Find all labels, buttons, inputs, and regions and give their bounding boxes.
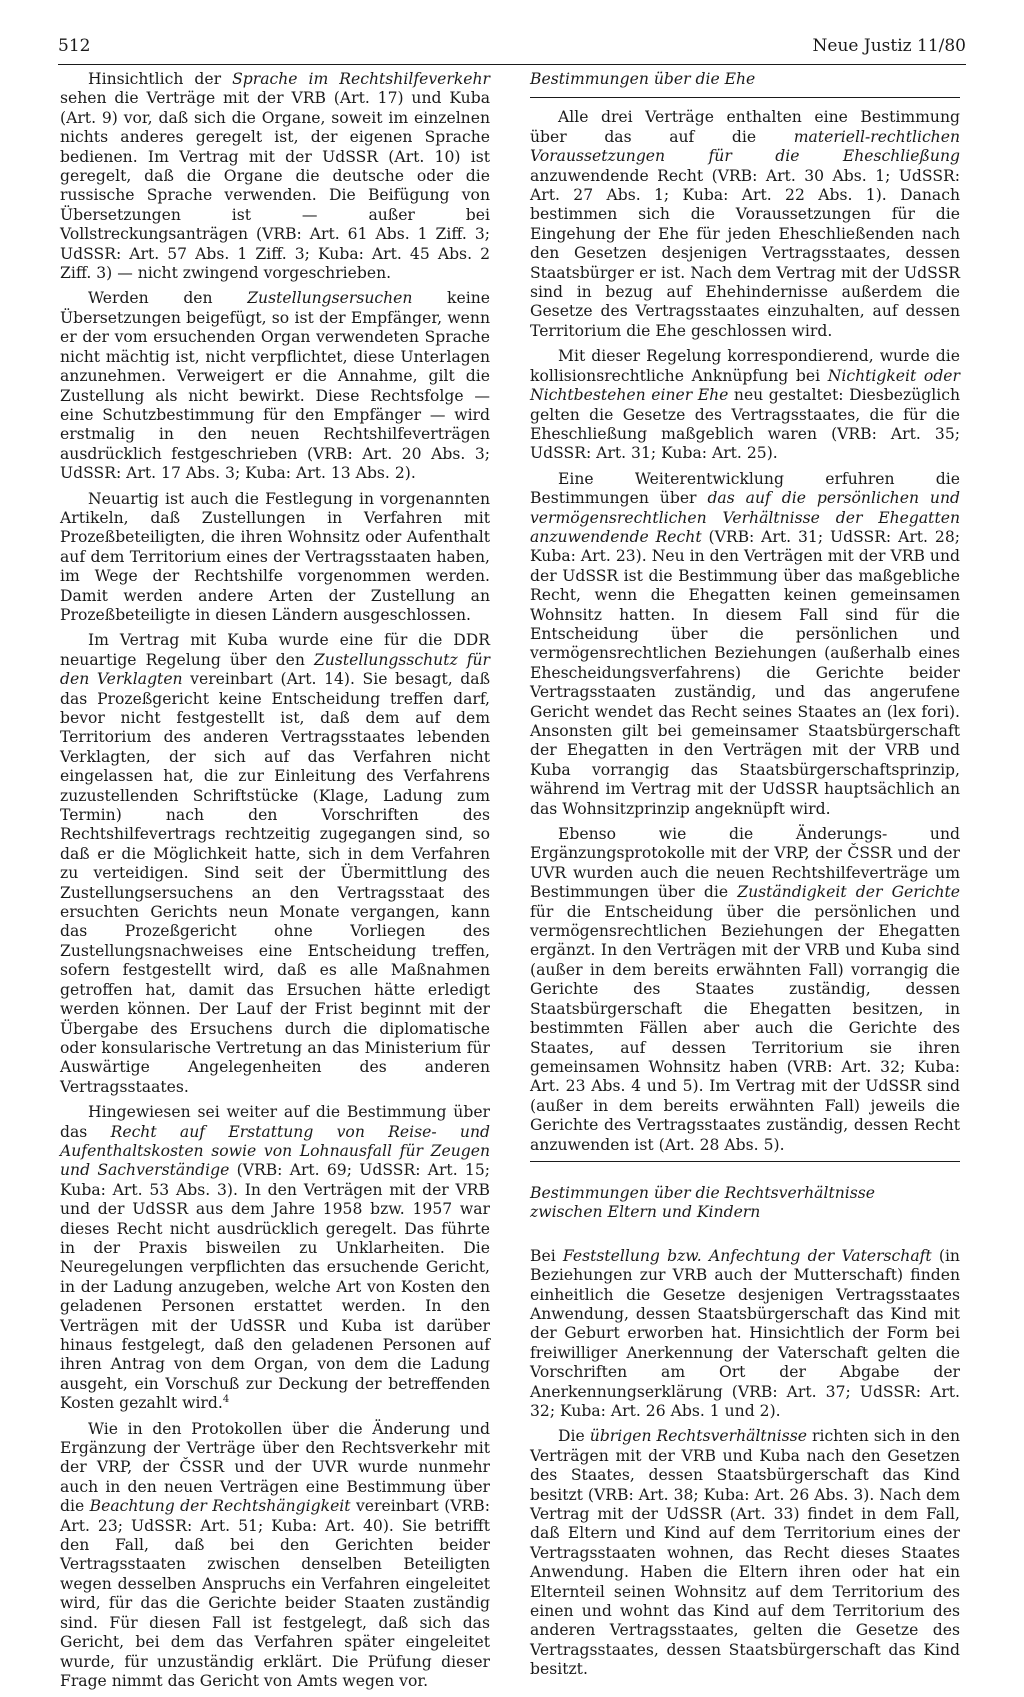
emphasis: Zustellungsschutz für den Verklagten: [60, 650, 491, 689]
paragraph: Hingewiesen sei weiter auf die Bestimmung über das Recht auf Erstattung von Reise- und Aufenthaltskosten sowie von Lohnausfall für Zeugen und Sachverständige (VRB: Art. 69; UdSSR: Art. 15; Kuba: Art. 53 Abs. 3). In den Verträgen mit der VRB und der UdSSR aus dem Jahre 1958 bzw. 1957 war dieses Recht nicht ausdrücklich geregelt. Das führte in der Praxis bisweilen zu Unklarheiten. Die Neuregelungen verpflichten das ersuchende Gericht, in der Ladung anzugeben, welche Art von Kosten den geladenen Personen erstattet werden. In den Verträgen mit der UdSSR und Kuba ist darüber hinaus festgelegt, daß den geladenen Personen auf ihren Antrag von dem Organ, von dem die Ladung ausgeht, ein Vorschuß zur Deckung der betreffenden Kosten gezahlt wird.$^4$: [60, 1103, 491, 1413]
paragraph: Ebenso wie die Änderungs- und Ergänzungsprotokolle mit der VRP, der ČSSR und der UVR wurden auch die neuen Rechtshilfeverträge um Bestimmungen über die Zuständigkeit der Gerichte für die Entscheidung über die persönlichen und vermögensrechtlichen Beziehungen der Ehegatten ergänzt. In den Verträgen mit der VRB und Kuba sind (außer in dem bereits erwähnten Fall) vorrangig die Gerichte des Staates zuständig, dessen Staatsbürgerschaft die Ehegatten besitzen, in bestimmten Fällen aber auch die Gerichte des Staates, auf dessen Territorium sie ihren gemeinsamen Wohnsitz haben (VRB: Art. 32; Kuba: Art. 23 Abs. 4 und 5). Im Vertrag mit der UdSSR sind (außer in dem bereits erwähnten Fall) jeweils die Gerichte des Vertragsstaates zuständig, dessen Recht anzuwenden ist (Art. 28 Abs. 5).: [530, 825, 960, 1154]
page-number: 512: [58, 36, 91, 56]
paragraph: Hinsichtlich der Sprache im Rechtshilfeverkehr sehen die Verträge mit der VRB (Art. 17) und Kuba (Art. 9) vor, daß sich die Organe, soweit im einzelnen nichts anderes geregelt ist, der eigenen Sprache bedienen. Im Vertrag mit der UdSSR (Art. 10) ist geregelt, daß die Organe die deutsche oder die russische Sprache verwenden. Die Beifügung von Übersetzungen ist — außer bei Vollstreckungsanträgen (VRB: Art. 61 Abs. 1 Ziff. 3; UdSSR: Art. 57 Abs. 1 Ziff. 3; Kuba: Art. 45 Abs. 2 Ziff. 3) — nicht zwingend vorgeschrieben.: [60, 70, 490, 283]
header-rule: [58, 64, 966, 65]
paragraph: Werden den Zustellungsersuchen keine Übersetzungen beigefügt, so ist der Empfänger, wenn er der vom ersuchenden Organ verwendeten Sprache nicht mächtig ist, nicht verpflichtet, diese Unterlagen anzunehmen. Verweigert er die Annahme, gilt die Zustellung als nicht bewirkt. Diese Rechtsfolge — eine Schutzbestimmung für den Empfänger — wird erstmalig in den neuen Rechtshilfeverträgen ausdrücklich festgeschrieben (VRB: Art. 20 Abs. 3; UdSSR: Art. 17 Abs. 3; Kuba: Art. 13 Abs. 2).: [60, 289, 490, 483]
emphasis: Zuständigkeit der Gerichte: [737, 883, 960, 902]
right-column: [530, 70, 960, 1686]
emphasis: Nichtigkeit oder Nichtbestehen einer Ehe: [530, 366, 960, 405]
emphasis: das auf die persönlichen und vermögensrechtlichen Verhältnisse der Ehegatten anzuwendende Recht: [530, 489, 960, 546]
paragraph: Neuartig ist auch die Festlegung in vorgenannten Artikeln, daß Zustellungen in Verfahren mit Prozeßbeteiligten, die ihren Wohnsitz oder Aufenthalt auf dem Territorium eines der Vertragsstaaten haben, im Wege der Rechtshilfe vorgenommen werden. Damit werden andere Arten der Zustellung an Prozeßbeteiligte in diesen Ländern ausgeschlossen.: [60, 489, 490, 624]
emphasis: Feststellung bzw. Anfechtung der Vaterschaft: [562, 1246, 932, 1265]
paragraph: Alle drei Verträge enthalten eine Bestimmung über das auf die materiell-rechtlichen Voraussetzungen für die Eheschließung anzuwendende Recht (VRB: Art. 30 Abs. 1; UdSSR: Art. 27 Abs. 1; Kuba: Art. 22 Abs. 1). Danach bestimmen sich die Voraussetzungen für die Eingehung der Ehe für jeden Eheschließenden nach den Gesetzen desjenigen Vertragsstaates, dessen Staatsbürger er ist. Nach dem Vertrag mit der UdSSR sind in bezug auf Ehehindernisse außerdem die Gesetze des Vertragsstaates einzuhalten, auf dessen Territorium die Ehe geschlossen wird.: [530, 108, 960, 340]
page-header: [58, 36, 966, 64]
journal-issue: Neue Justiz 11/80: [812, 36, 966, 56]
paragraph: Bei Feststellung bzw. Anfechtung der Vaterschaft (in Beziehungen zur VRB auch der Mutterschaft) finden einheitlich die Gesetze desjenigen Vertragsstaates Anwendung, dessen Staatsbürgerschaft das Kind mit der Geburt erworben hat. Hinsichtlich der Form bei freiwilliger Anerkennung der Vaterschaft gelten die Vorschriften am Ort der Abgabe der Anerkennungserklärung (VRB: Art. 37; UdSSR: Art. 32; Kuba: Art. 26 Abs. 1 und 2).: [530, 1246, 960, 1420]
emphasis: Zustellungsersuchen: [247, 289, 413, 308]
emphasis: Recht auf Erstattung von Reise- und Aufenthaltskosten sowie von Lohnausfall für Zeugen und Sachverständige: [60, 1122, 490, 1180]
emphasis: übrigen Rechtsverhältnisse: [589, 1427, 807, 1446]
footnote-marker: 4: [222, 1394, 230, 1406]
paragraph: Mit dieser Regelung korrespondierend, wurde die kollisionsrechtliche Anknüpfung bei Nichtigkeit oder Nichtbestehen einer Ehe neu gestaltet: Diesbezüglich gelten die Gesetze des Vertragsstaates, die für die Eheschließung maßgeblich waren (VRB: Art. 35; UdSSR: Art. 31; Kuba: Art. 25).: [530, 347, 960, 463]
paragraph: Die übrigen Rechtsverhältnisse richten sich in den Verträgen mit der VRB und Kuba nach den Gesetzen des Staates, dessen Staatsbürgerschaft das Kind besitzt (VRB: Art. 38; Kuba: Art. 26 Abs. 3). Nach dem Vertrag mit der UdSSR (Art. 33) findet in dem Fall, daß Eltern und Kind auf dem Territorium eines der Vertragsstaaten wohnen, das Recht dieses Staates Anwendung. Haben die Eltern ihren oder hat ein Elternteil seinen Wohnsitz auf dem Territorium des einen und wohnt das Kind auf dem Territorium des anderen Vertragsstaates, gelten die Gesetze des Vertragsstaates, dessen Staatsbürgerschaft das Kind besitzt.: [530, 1427, 960, 1679]
paragraph: Eine Weiterentwicklung erfuhren die Bestimmungen über das auf die persönlichen und vermögensrechtlichen Verhältnisse der Ehegatten anzuwendende Recht (VRB: Art. 31; UdSSR: Art. 28; Kuba: Art. 23). Neu in den Verträgen mit der VRB und der UdSSR ist die Bestimmung über das maßgebliche Recht, wenn die Ehegatten keinen gemeinsamen Wohnsitz hatten. In diesem Fall sind für die Entscheidung über die persönlichen und vermögensrechtlichen Beziehungen (außerhalb eines Ehescheidungsverfahrens) die Gerichte beider Vertragsstaaten zuständig, und das angerufene Gericht wendet das Recht seines Staates an (lex fori). Ansonsten gilt bei gemeinsamer Staatsbürgerschaft der Ehegatten in den Verträgen mit der VRB und Kuba vorrangig das Staatsbürgerschaftsprinzip, während im Vertrag mit der UdSSR hauptsächlich an das Wohnsitzprinzip angeknüpft wird.: [530, 469, 960, 818]
section-heading-marriage: Bestimmungen über die Ehe: [530, 70, 960, 98]
section-heading-parents-children: Bestimmungen über die Rechtsverhältnisse zwischen Eltern und Kindern: [530, 1183, 875, 1222]
emphasis: Beachtung der Rechtshängigkeit: [89, 1497, 351, 1516]
emphasis: materiell-rechtlichen Voraussetzungen für die Eheschließung: [530, 127, 960, 166]
paragraph: Wie in den Protokollen über die Änderung und Ergänzung der Verträge über den Rechtsverkehr mit der VRP, der ČSSR und der UVR wurde nunmehr auch in den neuen Verträgen eine Bestimmung über die Beachtung der Rechtshängigkeit vereinbart (VRB: Art. 23; UdSSR: Art. 51; Kuba: Art. 40). Sie betrifft den Fall, daß bei den Gerichten beider Vertragsstaaten zwischen denselben Beteiligten wegen desselben Anspruchs ein Verfahren eingeleitet wird, für das die Gerichte beider Staaten zuständig sind. Für diesen Fall ist festgelegt, daß sich das Gericht, bei dem das Verfahren später eingeleitet wurde, für unzuständig erklärt. Die Prüfung dieser Frage nimmt das Gericht von Amts wegen vor.: [60, 1419, 490, 1690]
emphasis: Sprache im Rechtshilfeverkehr: [232, 70, 490, 88]
paragraph: Im Vertrag mit Kuba wurde eine für die DDR neuartige Regelung über den Zustellungsschutz für den Verklagten vereinbart (Art. 14). Sie besagt, daß das Prozeßgericht keine Entscheidung treffen darf, bevor nicht festgestellt ist, daß dem auf dem Territorium des anderen Vertragsstaates lebenden Verklagten, der sich auf das Verfahren nicht eingelassen hat, die zur Einleitung des Verfahrens zuzustellenden Schriftstücke (Klage, Ladung zum Termin) nach den Vorschriften des Rechtshilfevertrags rechtzeitig zugegangen sind, so daß er die Möglichkeit hatte, sich in dem Verfahren zu verteidigen. Sind seit der Übermittlung des Zustellungsersuchens an den Vertragsstaat des ersuchten Gerichts neun Monate vergangen, kann das Prozeßgericht ohne Vorliegen des Zustellungsnachweises eine Entscheidung treffen, sofern festgestellt wird, daß es alle Maßnahmen getroffen hat, damit das Ersuchen hätte erledigt werden können. Der Lauf der Frist beginnt mit der Übergabe des Ersuchens durch die diplomatische oder konsularische Vertretung an das Ministerium für Auswärtige Angelegenheiten des anderen Vertragsstaates.: [60, 631, 491, 1096]
left-column: [60, 70, 490, 1697]
